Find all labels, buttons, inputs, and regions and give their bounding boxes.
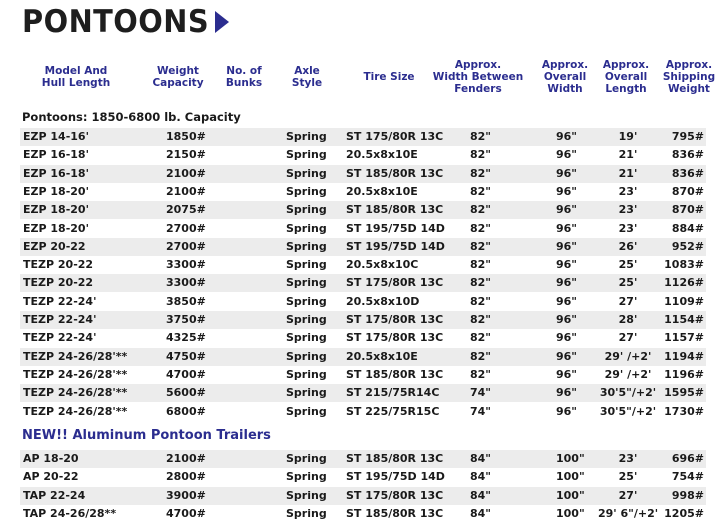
cell-fender-width: 82" bbox=[470, 166, 492, 180]
cell-overall-width: 96" bbox=[556, 404, 578, 418]
cell-overall-width: 100" bbox=[556, 506, 585, 520]
cell-shipping-weight: 884# bbox=[671, 221, 704, 235]
cell-overall-length: 21' bbox=[618, 148, 638, 162]
cell-tire: 20.5x8x10E bbox=[346, 349, 418, 363]
cell-capacity: 1850# bbox=[166, 130, 206, 143]
cell-overall-length: 28' bbox=[618, 313, 638, 326]
cell-fender-width: 82" bbox=[470, 294, 492, 308]
cell-tire: 20.5x8x10E bbox=[346, 184, 418, 198]
cell-overall-length: 30'5"/+2' bbox=[599, 404, 657, 418]
cell-overall-length: 29' 6"/+2' bbox=[598, 506, 659, 520]
cell-model: TEZP 20-22 bbox=[23, 276, 94, 290]
cell-axle: Spring bbox=[286, 258, 327, 272]
cell-overall-width: 96" bbox=[556, 203, 578, 217]
cell-capacity: 2100# bbox=[166, 166, 206, 180]
cell-overall-width: 96" bbox=[556, 166, 578, 180]
cell-shipping-weight: 696# bbox=[671, 452, 704, 465]
cell-tire: ST 175/80R 13C bbox=[346, 276, 444, 290]
cell-overall-length: 27' bbox=[618, 331, 638, 345]
cell-shipping-weight: 1157# bbox=[664, 331, 704, 345]
cell-tire: ST 185/80R 13C bbox=[346, 452, 444, 465]
table-row bbox=[20, 505, 706, 523]
cell-overall-length: 23' bbox=[618, 452, 638, 465]
cell-overall-length: 27' bbox=[618, 488, 638, 502]
cell-capacity: 2700# bbox=[166, 221, 206, 235]
table-row bbox=[20, 238, 706, 256]
cell-shipping-weight: 870# bbox=[671, 184, 704, 198]
cell-overall-width: 96" bbox=[556, 239, 578, 253]
cell-overall-width: 96" bbox=[556, 148, 578, 162]
cell-axle: Spring bbox=[286, 294, 327, 308]
cell-model: AP 20-22 bbox=[23, 470, 79, 484]
cell-overall-width: 96" bbox=[556, 130, 578, 143]
cell-capacity: 3300# bbox=[166, 276, 206, 290]
table-row bbox=[20, 329, 706, 347]
cell-fender-width: 84" bbox=[470, 470, 492, 484]
col-shipping-weight: Approx. Shipping Weight bbox=[662, 59, 716, 95]
cell-axle: Spring bbox=[286, 148, 327, 162]
cell-capacity: 3850# bbox=[166, 294, 206, 308]
cell-overall-length: 23' bbox=[618, 184, 638, 198]
cell-model: EZP 14-16' bbox=[23, 130, 89, 143]
cell-shipping-weight: 1109# bbox=[664, 294, 704, 308]
cell-model: EZP 20-22 bbox=[23, 239, 86, 253]
cell-axle: Spring bbox=[286, 488, 327, 502]
table-row bbox=[20, 128, 706, 146]
cell-overall-length: 23' bbox=[618, 203, 638, 217]
table-row bbox=[20, 274, 706, 292]
table-row bbox=[20, 487, 706, 505]
cell-axle: Spring bbox=[286, 239, 327, 253]
cell-tire: ST 185/80R 13C bbox=[346, 506, 444, 520]
cell-shipping-weight: 836# bbox=[671, 148, 704, 162]
cell-model: EZP 18-20' bbox=[23, 184, 89, 198]
cell-overall-length: 23' bbox=[618, 221, 638, 235]
cell-tire: ST 195/75D 14D bbox=[346, 221, 445, 235]
cell-overall-length: 27' bbox=[618, 294, 638, 308]
cell-overall-width: 96" bbox=[556, 184, 578, 198]
cell-fender-width: 82" bbox=[470, 349, 492, 363]
cell-tire: ST 175/80R 13C bbox=[346, 331, 444, 345]
cell-tire: ST 185/80R 13C bbox=[346, 367, 444, 381]
cell-tire: ST 195/75D 14D bbox=[346, 470, 445, 484]
arrow-right-icon bbox=[215, 11, 229, 33]
cell-shipping-weight: 1196# bbox=[664, 367, 704, 381]
cell-fender-width: 74" bbox=[470, 404, 492, 418]
cell-tire: ST 185/80R 13C bbox=[346, 166, 444, 180]
cell-tire: 20.5x8x10E bbox=[346, 148, 418, 162]
cell-shipping-weight: 1194# bbox=[664, 349, 704, 363]
section-title: NEW!! Aluminum Pontoon Trailers bbox=[22, 428, 271, 443]
cell-fender-width: 82" bbox=[470, 313, 492, 326]
cell-model: AP 18-20 bbox=[23, 452, 79, 465]
cell-tire: ST 175/80R 13C bbox=[346, 488, 444, 502]
cell-overall-width: 96" bbox=[556, 221, 578, 235]
cell-model: TAP 22-24 bbox=[23, 488, 86, 502]
cell-axle: Spring bbox=[286, 349, 327, 363]
cell-axle: Spring bbox=[286, 221, 327, 235]
cell-overall-width: 96" bbox=[556, 386, 578, 400]
cell-overall-length: 30'5"/+2' bbox=[599, 386, 657, 400]
cell-axle: Spring bbox=[286, 367, 327, 381]
cell-capacity: 5600# bbox=[166, 386, 206, 400]
cell-overall-width: 96" bbox=[556, 258, 578, 272]
table-header bbox=[0, 52, 728, 102]
cell-overall-width: 96" bbox=[556, 276, 578, 290]
cell-axle: Spring bbox=[286, 184, 327, 198]
table-row bbox=[20, 403, 706, 421]
cell-shipping-weight: 1730# bbox=[664, 404, 704, 418]
cell-model: TEZP 22-24' bbox=[23, 294, 97, 308]
cell-axle: Spring bbox=[286, 452, 327, 465]
cell-model: TEZP 22-24' bbox=[23, 313, 97, 326]
cell-overall-width: 96" bbox=[556, 294, 578, 308]
cell-capacity: 4700# bbox=[166, 367, 206, 381]
table-row bbox=[20, 256, 706, 274]
cell-overall-width: 96" bbox=[556, 367, 578, 381]
cell-tire: ST 175/80R 13C bbox=[346, 130, 444, 143]
cell-model: TEZP 24-26/28'** bbox=[23, 404, 128, 418]
cell-capacity: 2100# bbox=[166, 452, 206, 465]
cell-overall-width: 96" bbox=[556, 349, 578, 363]
cell-tire: ST 215/75R14C bbox=[346, 386, 440, 400]
cell-axle: Spring bbox=[286, 404, 327, 418]
cell-fender-width: 84" bbox=[470, 452, 492, 465]
col-axle: Axle Style bbox=[291, 65, 323, 89]
cell-tire: ST 195/75D 14D bbox=[346, 239, 445, 253]
cell-model: TEZP 22-24' bbox=[23, 331, 97, 345]
cell-capacity: 6800# bbox=[166, 404, 206, 418]
col-weight-capacity: Weight Capacity bbox=[152, 65, 204, 89]
cell-tire: ST 225/75R15C bbox=[346, 404, 440, 418]
cell-axle: Spring bbox=[286, 386, 327, 400]
cell-capacity: 2150# bbox=[166, 148, 206, 162]
cell-overall-length: 26' bbox=[618, 239, 638, 253]
cell-model: EZP 16-18' bbox=[23, 166, 89, 180]
cell-tire: ST 185/80R 13C bbox=[346, 203, 444, 217]
cell-fender-width: 74" bbox=[470, 386, 492, 400]
cell-capacity: 2800# bbox=[166, 470, 206, 484]
table-row bbox=[20, 468, 706, 486]
table-row bbox=[20, 146, 706, 164]
cell-model: TEZP 24-26/28'** bbox=[23, 349, 128, 363]
cell-fender-width: 82" bbox=[470, 130, 492, 143]
table-row bbox=[20, 348, 706, 366]
cell-capacity: 3300# bbox=[166, 258, 206, 272]
cell-shipping-weight: 952# bbox=[671, 239, 704, 253]
cell-tire: ST 175/80R 13C bbox=[346, 313, 444, 326]
cell-shipping-weight: 870# bbox=[671, 203, 704, 217]
cell-model: EZP 16-18' bbox=[23, 148, 89, 162]
cell-capacity: 4750# bbox=[166, 349, 206, 363]
cell-shipping-weight: 1205# bbox=[664, 506, 704, 520]
table-row bbox=[20, 366, 706, 384]
table-row bbox=[20, 311, 706, 329]
cell-overall-length: 21' bbox=[618, 166, 638, 180]
cell-capacity: 4700# bbox=[166, 506, 206, 520]
table-row bbox=[20, 293, 706, 311]
col-fender-width: Approx. Width Between Fenders bbox=[432, 59, 524, 95]
cell-model: TEZP 24-26/28'** bbox=[23, 386, 128, 400]
cell-fender-width: 82" bbox=[470, 221, 492, 235]
cell-overall-length: 25' bbox=[618, 276, 638, 290]
cell-capacity: 2075# bbox=[166, 203, 206, 217]
section-title: Pontoons: 1850-6800 lb. Capacity bbox=[22, 110, 241, 124]
cell-overall-length: 19' bbox=[618, 130, 638, 143]
cell-model: TEZP 20-22 bbox=[23, 258, 94, 272]
cell-fender-width: 82" bbox=[470, 148, 492, 162]
cell-axle: Spring bbox=[286, 276, 327, 290]
cell-shipping-weight: 795# bbox=[671, 130, 704, 143]
cell-overall-length: 25' bbox=[618, 470, 638, 484]
col-overall-length: Approx. Overall Length bbox=[602, 59, 650, 95]
table-row bbox=[20, 220, 706, 238]
cell-tire: 20.5x8x10D bbox=[346, 294, 420, 308]
cell-shipping-weight: 1595# bbox=[664, 386, 704, 400]
cell-fender-width: 84" bbox=[470, 506, 492, 520]
cell-shipping-weight: 998# bbox=[671, 488, 704, 502]
cell-capacity: 3900# bbox=[166, 488, 206, 502]
cell-axle: Spring bbox=[286, 470, 327, 484]
page-title bbox=[22, 2, 229, 42]
cell-shipping-weight: 1126# bbox=[664, 276, 704, 290]
cell-fender-width: 82" bbox=[470, 258, 492, 272]
cell-axle: Spring bbox=[286, 313, 327, 326]
cell-model: EZP 18-20' bbox=[23, 203, 89, 217]
cell-overall-width: 100" bbox=[556, 452, 585, 465]
cell-axle: Spring bbox=[286, 506, 327, 520]
cell-axle: Spring bbox=[286, 130, 327, 143]
cell-model: EZP 18-20' bbox=[23, 221, 89, 235]
cell-overall-length: 25' bbox=[618, 258, 638, 272]
cell-overall-length: 29' /+2' bbox=[604, 349, 652, 363]
cell-axle: Spring bbox=[286, 203, 327, 217]
cell-overall-width: 100" bbox=[556, 470, 585, 484]
cell-shipping-weight: 1154# bbox=[664, 313, 704, 326]
table-row bbox=[20, 384, 706, 402]
cell-shipping-weight: 1083# bbox=[664, 258, 704, 272]
cell-axle: Spring bbox=[286, 166, 327, 180]
cell-fender-width: 82" bbox=[470, 203, 492, 217]
cell-overall-width: 96" bbox=[556, 313, 578, 326]
col-bunks: No. of Bunks bbox=[225, 65, 263, 89]
cell-overall-width: 100" bbox=[556, 488, 585, 502]
table-row bbox=[20, 450, 706, 468]
cell-capacity: 2100# bbox=[166, 184, 206, 198]
table-row bbox=[20, 201, 706, 219]
cell-overall-width: 96" bbox=[556, 331, 578, 345]
cell-shipping-weight: 754# bbox=[671, 470, 704, 484]
cell-fender-width: 82" bbox=[470, 239, 492, 253]
cell-capacity: 3750# bbox=[166, 313, 206, 326]
table-row bbox=[20, 165, 706, 183]
cell-fender-width: 82" bbox=[470, 276, 492, 290]
cell-fender-width: 82" bbox=[470, 184, 492, 198]
table-row bbox=[20, 183, 706, 201]
cell-tire: 20.5x8x10C bbox=[346, 258, 419, 272]
col-tire-size: Tire Size bbox=[363, 71, 415, 83]
col-model: Model And Hull Length bbox=[41, 65, 111, 89]
col-overall-width: Approx. Overall Width bbox=[541, 59, 589, 95]
cell-overall-length: 29' /+2' bbox=[604, 367, 652, 381]
cell-model: TEZP 24-26/28'** bbox=[23, 367, 128, 381]
cell-axle: Spring bbox=[286, 331, 327, 345]
cell-fender-width: 82" bbox=[470, 367, 492, 381]
cell-capacity: 4325# bbox=[166, 331, 206, 345]
cell-capacity: 2700# bbox=[166, 239, 206, 253]
cell-fender-width: 84" bbox=[470, 488, 492, 502]
cell-fender-width: 82" bbox=[470, 331, 492, 345]
cell-model: TAP 24-26/28** bbox=[23, 506, 117, 520]
title-text: PONTOONS bbox=[22, 4, 210, 40]
cell-shipping-weight: 836# bbox=[671, 166, 704, 180]
